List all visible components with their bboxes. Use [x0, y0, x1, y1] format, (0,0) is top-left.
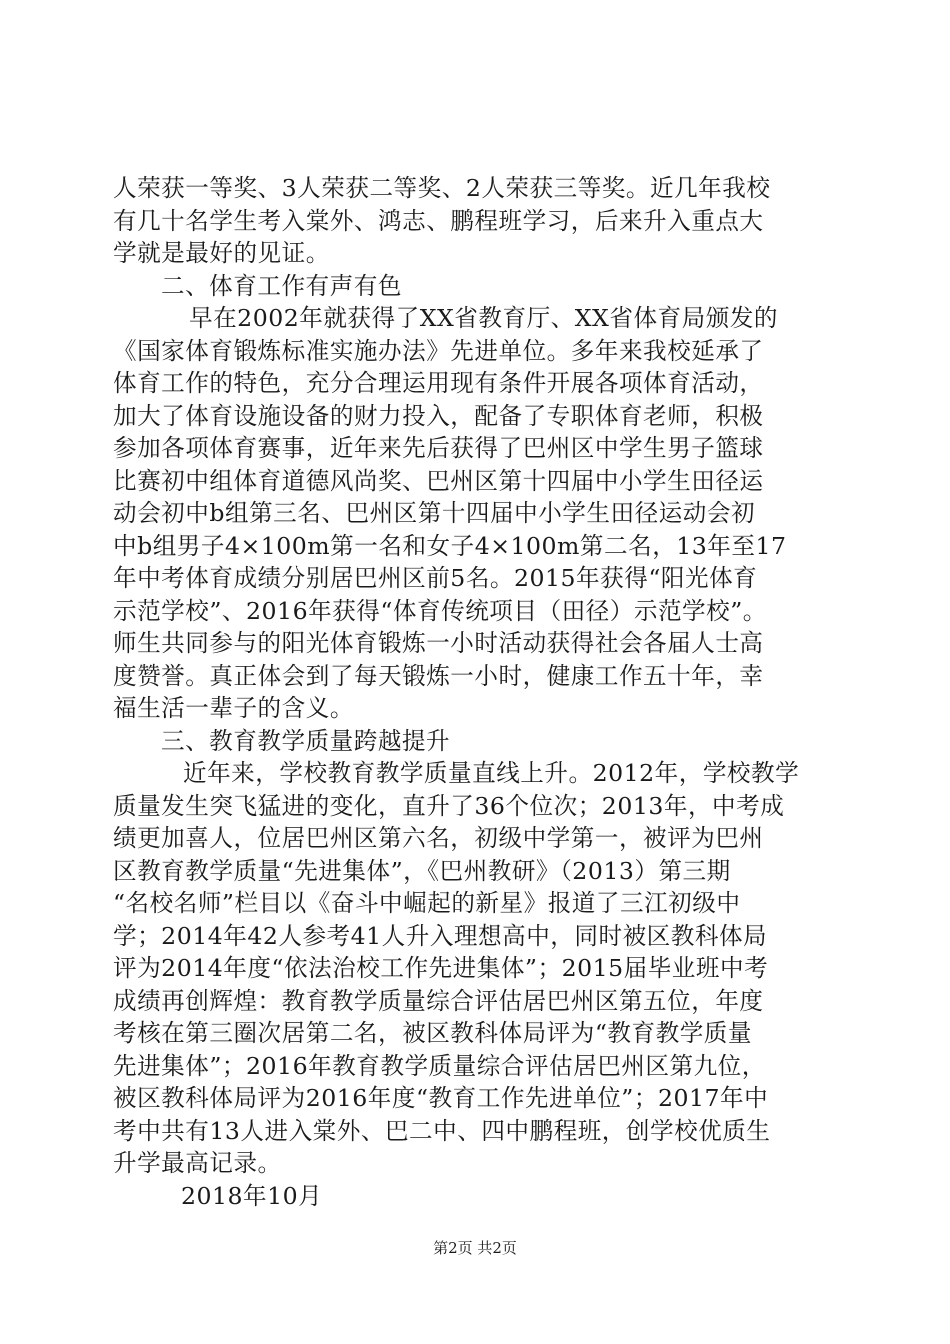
text-line: 近年来，学校教育教学质量直线上升。2012年，学校教学 — [183, 759, 800, 787]
text-line: 中b组男子4×100m第一名和女子4×100m第二名，13年至17 — [113, 531, 787, 560]
page-indicator: 第2页 共2页 — [433, 1239, 517, 1257]
text-line: 评为2014年度“依法治校工作先进集体”；2015届毕业班中考 — [113, 954, 769, 982]
text-line: 早在2002年就获得了XX省教育厅、XX省体育局颁发的 — [189, 304, 779, 332]
text-line: “名校名师”栏目以《奋斗中崛起的新星》报道了三江初级中 — [113, 889, 741, 917]
text-line: 加大了体育设施设备的财力投入，配备了专职体育老师，积极 — [113, 401, 764, 430]
text-line: 动会初中b组第三名、巴州区第十四届中小学生田径运动会初 — [113, 499, 756, 527]
text-line: 被区教科体局评为2016年度“教育工作先进单位”；2017年中 — [113, 1084, 769, 1112]
text-line: 示范学校”、2016年获得“体育传统项目（田径）示范学校”。 — [113, 596, 767, 625]
text-line: 考核在第三圈次居第二名，被区教科体局评为“教育教学质量 — [113, 1019, 752, 1047]
text-line: 福生活一辈子的含义。 — [113, 694, 354, 722]
text-line: 度赞誉。真正体会到了每天锻炼一小时，健康工作五十年，幸 — [113, 661, 764, 690]
text-line: 学；2014年42人参考41人升入理想高中，同时被区教科体局 — [113, 921, 768, 950]
text-line: 考中共有13人进入棠外、巴二中、四中鹏程班，创学校优质生 — [113, 1116, 771, 1145]
text-line: 有几十名学生考入棠外、鸿志、鹏程班学习，后来升入重点大 — [113, 206, 764, 235]
text-line: 先进集体”；2016年教育教学质量综合评估居巴州区第九位， — [113, 1051, 766, 1080]
text-line: 年中考体育成绩分别居巴州区前5名。2015年获得“阳光体育 — [113, 564, 758, 592]
section-heading: 三、教育教学质量跨越提升 — [161, 726, 451, 755]
text-line: 升学最高记录。 — [113, 1149, 282, 1177]
text-line: 《国家体育锻炼标准实施办法》先进单位。多年来我校延承了 — [113, 336, 764, 365]
text-line: 体育工作的特色，充分合理运用现有条件开展各项体育活动， — [113, 369, 764, 397]
text-line: 区教育教学质量“先进集体”，《巴州教研》（2013）第三期 — [113, 856, 731, 885]
text-line: 质量发生突飞猛进的变化，直升了36个位次；2013年，中考成 — [113, 791, 785, 820]
text-line: 参加各项体育赛事，近年来先后获得了巴州区中学生男子篮球 — [113, 434, 764, 462]
document-date: 2018年10月 — [181, 1181, 323, 1210]
text-line: 绩更加喜人，位居巴州区第六名，初级中学第一，被评为巴州 — [113, 824, 764, 852]
text-line: 师生共同参与的阳光体育锻炼一小时活动获得社会各届人士高 — [113, 629, 764, 657]
text-line: 人荣获一等奖、3人荣获二等奖、2人荣获三等奖。近几年我校 — [113, 174, 771, 202]
section-heading: 二、体育工作有声有色 — [161, 271, 402, 300]
text-line: 比赛初中组体育道德风尚奖、巴州区第十四届中小学生田径运 — [113, 466, 764, 495]
document-body — [113, 172, 839, 1212]
text-line: 成绩再创辉煌：教育教学质量综合评估居巴州区第五位，年度 — [113, 986, 764, 1015]
text-line: 学就是最好的见证。 — [113, 239, 330, 267]
